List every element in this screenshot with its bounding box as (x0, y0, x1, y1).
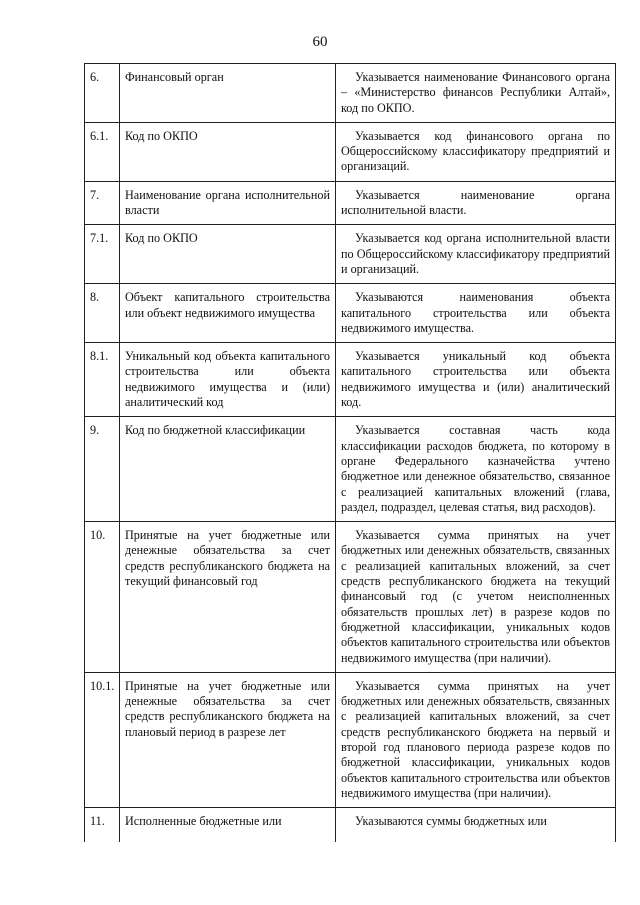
row-description: Указывается наименование Финансового органа – «Министерство финансов Республики Алтай», код по ОКПО. (336, 64, 616, 123)
row-number: 6. (85, 64, 120, 123)
table-row (85, 417, 616, 522)
row-field-name: Код по ОКПО (120, 225, 336, 284)
row-number: 11. (85, 808, 120, 843)
row-description: Указывается сумма принятых на учет бюджетных или денежных обязательств, связанных с реализацией капитальных вложений, за счет средств республиканского бюджета на текущий финансовый год (с учетом неисполненных обязательств прошлых лет) в разрезе кодов по бюджетной классификации, уникальных кодов объектов капитального строительства или объектов недвижимого имущества (при наличии). (336, 522, 616, 673)
row-description: Указывается уникальный код объекта капитального строительства или объекта недвижимого имущества и (или) аналитический код. (336, 343, 616, 417)
table-row (85, 343, 616, 417)
row-number: 10. (85, 522, 120, 673)
table-row (85, 808, 616, 843)
row-description: Указывается составная часть кода классификации расходов бюджета, по которому в органе Федерального казначейства учтено бюджетное или денежное обязательство, связанное с реализацией капитальных вложений (глава, раздел, подраздел, целевая статья, вид расходов). (336, 417, 616, 522)
table-row (85, 522, 616, 673)
row-description: Указываются суммы бюджетных или (336, 808, 616, 843)
row-number: 6.1. (85, 122, 120, 181)
row-field-name: Код по бюджетной классификации (120, 417, 336, 522)
page-number: 60 (312, 34, 328, 50)
table-row (85, 672, 616, 807)
row-field-name: Принятые на учет бюджетные или денежные обязательства за счет средств республиканского бюджета на текущий финансовый год (120, 522, 336, 673)
row-field-name: Код по ОКПО (120, 122, 336, 181)
row-number: 10.1. (85, 672, 120, 807)
row-description: Указывается код финансового органа по Общероссийскому классификатору предприятий и организаций. (336, 122, 616, 181)
row-field-name: Принятые на учет бюджетные или денежные обязательства за счет средств республиканского бюджета на плановый период в разрезе лет (120, 672, 336, 807)
row-field-name: Объект капитального строительства или объект недвижимого имущества (120, 284, 336, 343)
row-description: Указываются наименования объекта капитального строительства или объекта недвижимого имущества. (336, 284, 616, 343)
row-number: 9. (85, 417, 120, 522)
table-row (85, 122, 616, 181)
row-description: Указывается код органа исполнительной власти по Общероссийскому классификатору предприятий и организаций. (336, 225, 616, 284)
row-number: 7.1. (85, 225, 120, 284)
row-number: 8.1. (85, 343, 120, 417)
row-number: 8. (85, 284, 120, 343)
row-field-name: Уникальный код объекта капитального строительства или объекта недвижимого имущества и (или) аналитический код (120, 343, 336, 417)
row-description: Указывается наименование органа исполнительной власти. (336, 181, 616, 225)
row-number: 7. (85, 181, 120, 225)
row-field-name: Финансовый орган (120, 64, 336, 123)
row-description: Указывается сумма принятых на учет бюджетных или денежных обязательств, связанных с реализацией капитальных вложений, за счет средств республиканского бюджета на первый и второй год планового периода разрезе кодов по бюджетной классификации, уникальных кодов объектов капитального строительства или объектов недвижимого имущества (при наличии). (336, 672, 616, 807)
row-field-name: Наименование органа исполнительной власти (120, 181, 336, 225)
table-row (85, 181, 616, 225)
table-row (85, 225, 616, 284)
table-row (85, 284, 616, 343)
row-field-name: Исполненные бюджетные или (120, 808, 336, 843)
document-table (84, 63, 616, 842)
table-row (85, 64, 616, 123)
